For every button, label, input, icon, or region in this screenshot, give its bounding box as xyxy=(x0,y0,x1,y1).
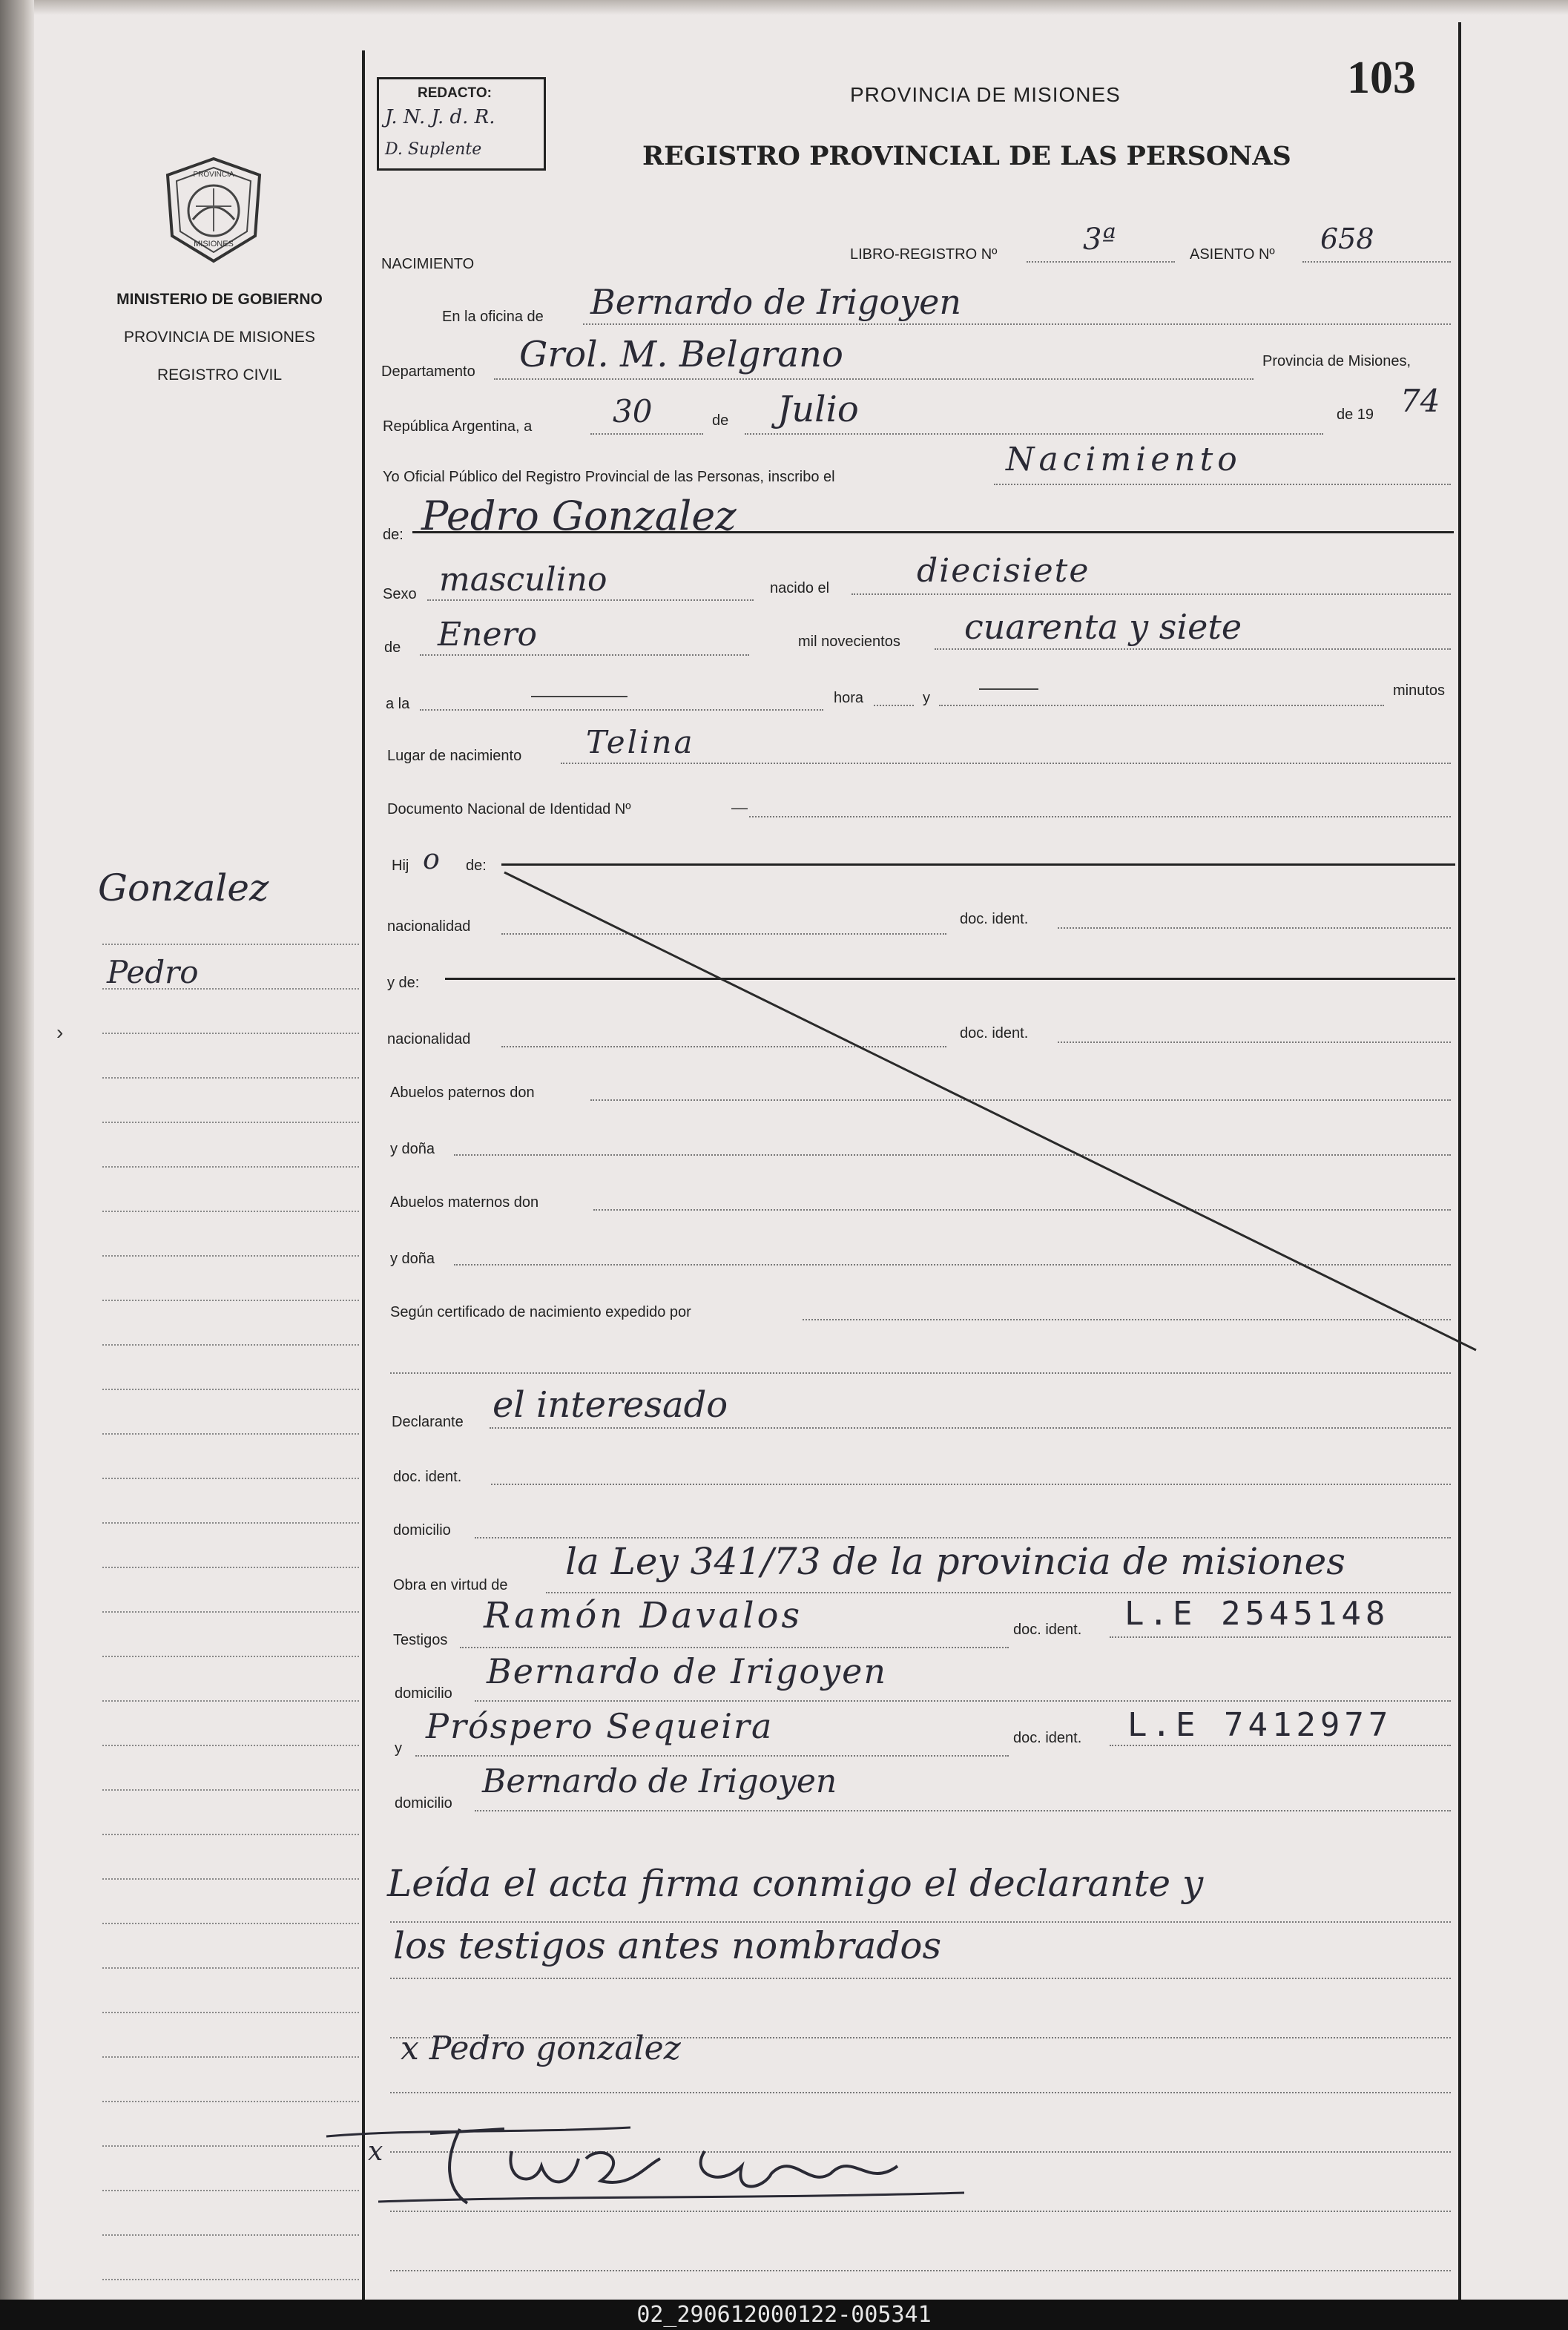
docident2-label: doc. ident. xyxy=(960,1025,1029,1041)
mes2-value: Enero xyxy=(438,616,538,654)
note-ruled-line xyxy=(390,1921,1451,1923)
minutos-label: minutos xyxy=(1393,682,1446,699)
domicilio1-dotline xyxy=(475,1537,1451,1538)
emblem-text-bottom: MISIONES xyxy=(194,240,234,249)
de2-label: de xyxy=(384,639,401,656)
testigos-label: Testigos xyxy=(393,1632,448,1648)
domicilio1-label: domicilio xyxy=(393,1522,451,1538)
declarante-dotline xyxy=(490,1427,1451,1429)
asiento-value: 658 xyxy=(1320,223,1374,255)
oficial-label: Yo Oficial Público del Registro Provincial de las Personas, inscribo el xyxy=(383,469,835,485)
registry-title: REGISTRO PROVINCIAL DE LAS PERSONAS xyxy=(642,141,1291,171)
testigo1-dom: Bernardo de Irigoyen xyxy=(487,1651,887,1691)
hijo-de-label: de: xyxy=(466,858,487,874)
hijo-suffix: o xyxy=(423,843,440,875)
ydona2-label: y doña xyxy=(390,1251,435,1267)
sexo-label: Sexo xyxy=(383,586,417,602)
nacido-label: nacido el xyxy=(770,580,830,596)
provincia-misiones-label: Provincia de Misiones, xyxy=(1262,353,1411,369)
abuelos-maternos-label: Abuelos maternos don xyxy=(390,1194,539,1211)
docident1-label: doc. ident. xyxy=(960,911,1029,927)
mil-novecientos-label: mil novecientos xyxy=(798,633,900,650)
nacionalidad2-label: nacionalidad xyxy=(387,1031,471,1047)
libro-value: 3ª xyxy=(1083,223,1116,257)
docident4-dotline xyxy=(1110,1636,1451,1638)
redacto-suplente: D. Suplente xyxy=(385,140,482,159)
anio-value: 74 xyxy=(1400,383,1440,419)
nacionalidad1-label: nacionalidad xyxy=(387,918,471,935)
de-persona-label: de: xyxy=(383,527,403,543)
margin-tick-mark: › xyxy=(56,1021,64,1044)
nacido-value: diecisiete xyxy=(917,552,1090,590)
domicilio2-label: domicilio xyxy=(395,1685,452,1702)
image-id-footer: 02_290612000122-005341 xyxy=(0,2300,1568,2330)
signature-declarante: x Pedro gonzalez xyxy=(401,2030,681,2067)
docident3-dotline xyxy=(491,1484,1451,1485)
sexo-value: masculino xyxy=(439,561,607,599)
margin-surname: Gonzalez xyxy=(98,866,269,909)
de-label: de xyxy=(712,412,729,429)
y-hora-label: y xyxy=(923,690,930,706)
mes-value: Julio xyxy=(777,389,859,430)
abuelos-paternos-label: Abuelos paternos don xyxy=(390,1085,535,1101)
nacimiento-label: NACIMIENTO xyxy=(381,256,475,272)
anio-label: de 19 xyxy=(1337,407,1374,423)
oficina-label: En la oficina de xyxy=(442,309,544,325)
oficina-value: Bernardo de Irigoyen xyxy=(590,282,961,322)
docident5-label: doc. ident. xyxy=(1013,1730,1082,1746)
dni-label: Documento Nacional de Identidad Nº xyxy=(387,801,631,817)
domicilio3-label: domicilio xyxy=(395,1795,452,1811)
testigo1-value: Ramón Davalos xyxy=(484,1595,803,1636)
docident5-dotline xyxy=(1110,1745,1451,1746)
declarante-label: Declarante xyxy=(392,1414,464,1430)
testigo1-dotline xyxy=(460,1647,1009,1648)
obra-label: Obra en virtud de xyxy=(393,1577,508,1593)
note-ruled-line xyxy=(390,2092,1451,2093)
persona-value: Pedro Gonzalez xyxy=(421,493,737,539)
declarante-value: el interesado xyxy=(493,1384,728,1426)
registry-label: REGISTRO CIVIL xyxy=(157,366,283,384)
testigo2-dom: Bernardo de Irigoyen xyxy=(482,1763,837,1800)
hora-label: hora xyxy=(834,690,864,706)
margin-name: Pedro xyxy=(107,954,199,990)
departamento-value: Grol. M. Belgrano xyxy=(519,334,843,375)
dni-value: — xyxy=(731,798,748,817)
left-province-label: PROVINCIA DE MISIONES xyxy=(124,329,315,346)
docident4-label: doc. ident. xyxy=(1013,1622,1082,1638)
testigo2-value: Próspero Sequeira xyxy=(426,1706,774,1746)
domicilio2-dotline xyxy=(475,1700,1451,1702)
hijo-label: Hij xyxy=(392,858,409,874)
redacto-initials: J. N. J. d. R. xyxy=(385,106,495,128)
folio-number: 103 xyxy=(1347,53,1416,103)
obra-dotline xyxy=(546,1592,1451,1593)
dia-value: 30 xyxy=(613,393,653,430)
yde-label: y de: xyxy=(387,975,420,991)
emblem-text-top: PROVINCIA xyxy=(193,171,234,179)
asiento-label: ASIENTO Nº xyxy=(1190,246,1275,263)
signature-oficial xyxy=(319,2107,986,2225)
testigo1-doc: L.E 2545148 xyxy=(1124,1595,1390,1633)
domicilio3-dotline xyxy=(475,1810,1451,1811)
ydona1-label: y doña xyxy=(390,1141,435,1157)
testigo2-doc: L.E 7412977 xyxy=(1127,1706,1393,1744)
certificado-label: Según certificado de nacimiento expedido por xyxy=(390,1304,691,1320)
docident3-label: doc. ident. xyxy=(393,1469,462,1485)
note-ruled-line xyxy=(390,2270,1451,2271)
redacto-label: REDACTO: xyxy=(418,85,492,101)
republica-label: República Argentina, a xyxy=(383,418,533,435)
ala-label: a la xyxy=(386,696,410,712)
ministry-label: MINISTERIO DE GOBIERNO xyxy=(116,291,323,308)
nota-line-1: Leída el acta firma conmigo el declarante y xyxy=(387,1862,1204,1905)
lugar-label: Lugar de nacimiento xyxy=(387,748,522,764)
obra-value: la Ley 341/73 de la provincia de misiones xyxy=(565,1540,1345,1583)
oficial-value: Nacimiento xyxy=(1006,441,1242,478)
signature-oficial-x: x xyxy=(368,2136,383,2167)
lugar-value: Telina xyxy=(586,724,695,760)
testigo2-dotline xyxy=(415,1755,1009,1757)
nota-line-2: los testigos antes nombrados xyxy=(393,1924,942,1967)
libro-registro-label: LIBRO-REGISTRO Nº xyxy=(850,246,998,263)
departamento-label: Departamento xyxy=(381,363,475,380)
province-heading: PROVINCIA DE MISIONES xyxy=(850,83,1121,106)
note-ruled-line xyxy=(390,1978,1451,1979)
mil-value: cuarenta y siete xyxy=(964,607,1242,647)
y2-label: y xyxy=(395,1740,402,1757)
